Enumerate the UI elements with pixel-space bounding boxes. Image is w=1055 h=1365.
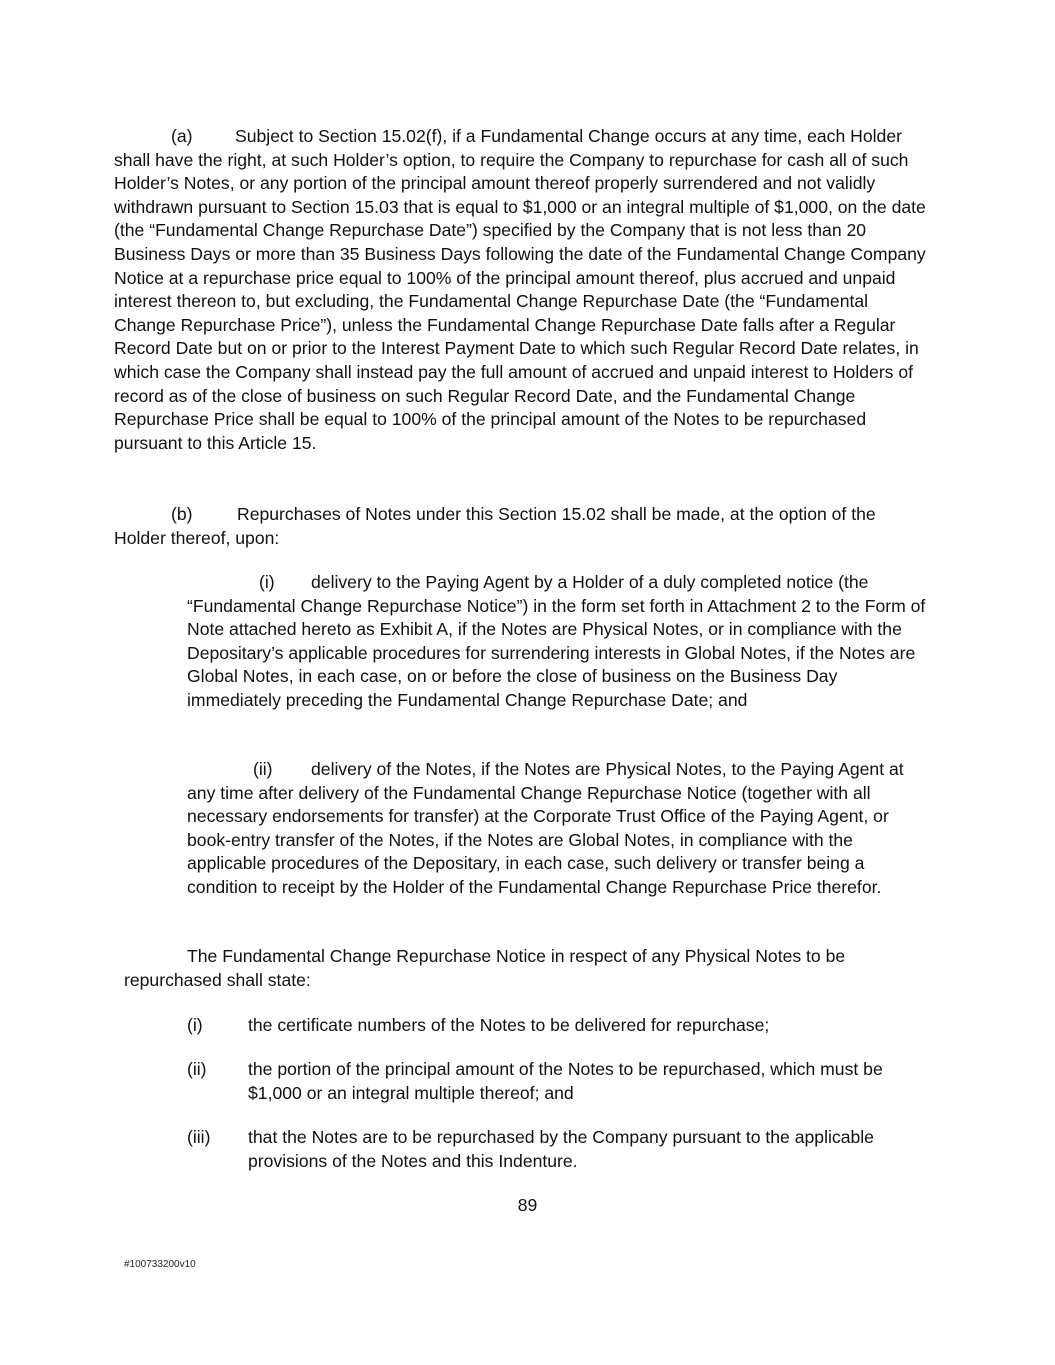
paragraph-b-i-text: delivery to the Paying Agent by a Holder of a duly completed notice (the “Fundamental Change Repurchase Notice”) in the form set forth in Attachment 2 to the Form of Note attached hereto as Exhibit A, if the Notes are Physical Notes, or in compliance with the Depositary’s applicable procedures for surrendering interests in Global Notes, if the Notes are Global Notes, in each case, on or before the close of business on the Business Day immediately preceding the Fundamental Change Repurchase Date; and bbox=[187, 572, 926, 710]
paragraph-b-marker: (b) bbox=[171, 504, 193, 524]
notice-list-item-3 bbox=[187, 1126, 932, 1173]
notice-list-item-1-marker: (i) bbox=[187, 1015, 203, 1035]
notice-list-item-2-marker: (ii) bbox=[187, 1059, 207, 1079]
notice-list-item-1 bbox=[187, 1014, 932, 1038]
paragraph-b-ii bbox=[187, 758, 932, 900]
notice-list-item-3-text: that the Notes are to be repurchased by the Company pursuant to the applicable provisions of the Notes and this Indenture. bbox=[248, 1127, 874, 1171]
paragraph-b-i bbox=[187, 571, 932, 713]
paragraph-a-marker: (a) bbox=[171, 126, 193, 146]
document-id: #100733200v10 bbox=[124, 1259, 196, 1270]
paragraph-b bbox=[114, 503, 930, 550]
notice-intro-paragraph: The Fundamental Change Repurchase Notice in respect of any Physical Notes to be repurchased shall state: bbox=[124, 946, 846, 990]
page-number: 89 bbox=[517, 1195, 538, 1215]
paragraph-b-i-marker: (i) bbox=[259, 572, 275, 592]
notice-list-item-2 bbox=[187, 1058, 932, 1105]
paragraph-b-text: Repurchases of Notes under this Section 15.02 shall be made, at the option of the Holder thereof, upon: bbox=[114, 504, 876, 548]
paragraph-a bbox=[114, 125, 930, 455]
notice-list-item-1-text: the certificate numbers of the Notes to be delivered for repurchase; bbox=[248, 1015, 770, 1035]
paragraph-b-ii-text: delivery of the Notes, if the Notes are Physical Notes, to the Paying Agent at any time after delivery of the Fundamental Change Repurchase Notice (together with all necessary endorsements for transfer) at the Corporate Trust Office of the Paying Agent, or book-entry transfer of the Notes, if the Notes are Global Notes, in compliance with the applicable procedures of the Depositary, in each case, such delivery or transfer being a condition to receipt by the Holder of the Fundamental Change Repurchase Price therefor. bbox=[187, 759, 904, 897]
notice-list-item-2-text: the portion of the principal amount of the Notes to be repurchased, which must be $1,000 or an integral multiple thereof; and bbox=[248, 1059, 883, 1103]
paragraph-a-text: Subject to Section 15.02(f), if a Fundamental Change occurs at any time, each Holder shall have the right, at such Holder’s option, to require the Company to repurchase for cash all of such Holder’s Notes, or any portion of the principal amount thereof properly surrendered and not validly withdrawn pursuant to Section 15.03 that is equal to $1,000 or an integral multiple of $1,000, on the date (the “Fundamental Change Repurchase Date”) specified by the Company that is not less than 20 Business Days or more than 35 Business Days following the date of the Fundamental Change Company Notice at a repurchase price equal to 100% of the principal amount thereof, plus accrued and unpaid interest thereon to, but excluding, the Fundamental Change Repurchase Date (the “Fundamental Change Repurchase Price”), unless the Fundamental Change Repurchase Date falls after a Regular Record Date but on or prior to the Interest Payment Date to which such Regular Record Date relates, in which case the Company shall instead pay the full amount of accrued and unpaid interest to Holders of record as of the close of business on such Regular Record Date, and the Fundamental Change Repurchase Price shall be equal to 100% of the principal amount of the Notes to be repurchased pursuant to this Article 15. bbox=[114, 126, 926, 453]
paragraph-b-ii-marker: (ii) bbox=[253, 759, 273, 779]
notice-list-item-3-marker: (iii) bbox=[187, 1127, 211, 1147]
